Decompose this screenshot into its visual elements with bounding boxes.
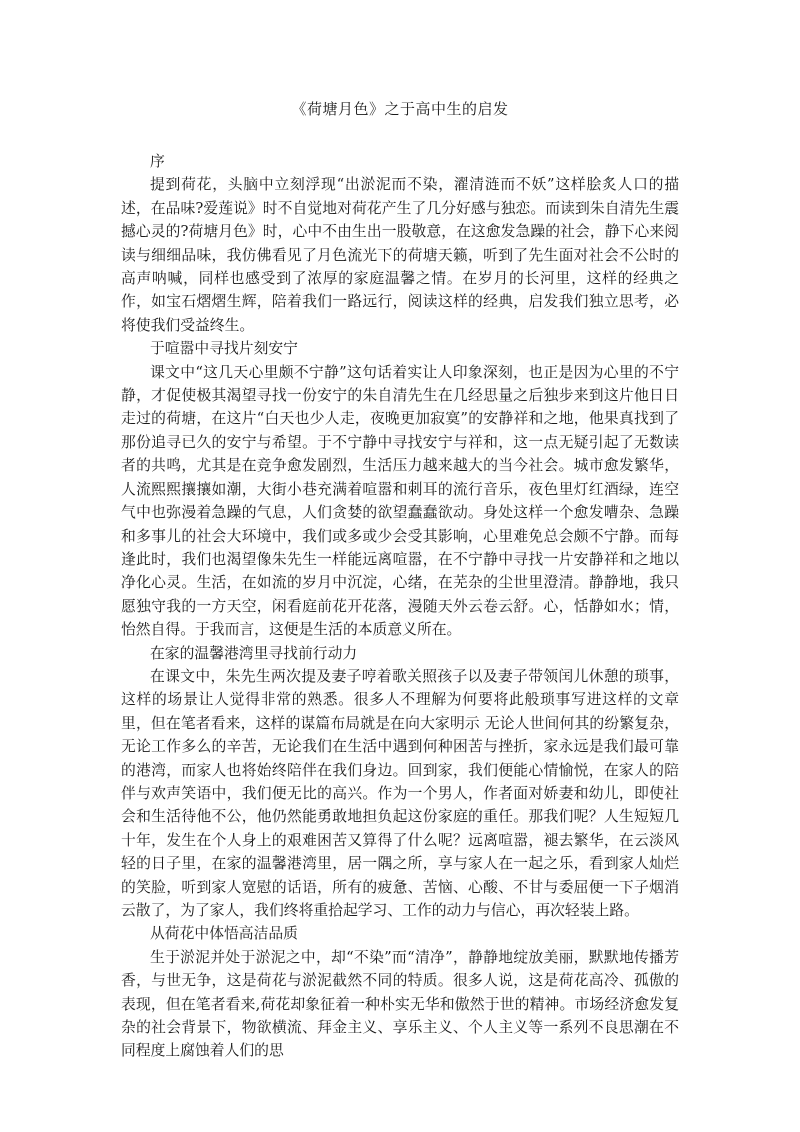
section-heading-preface: 序	[150, 153, 165, 170]
document-title: 《荷塘月色》之于高中生的启发	[291, 100, 509, 118]
preface-paragraph: 提到荷花，头脑中立刻浮现“出淤泥而不染，濯清涟而不妖”这样脍炙人口的描述，在品味?爱莲说》时不自觉地对荷花产生了几分好感与独恋。而读到朱自清先生震撼心灵的?荷塘月色》时，心中不由生出一股敬意，在这愈发急躁的社会，静下心来阅读与细细品味，我仿佛看见了月色流光下的荷塘天籁，听到了先生面对社会不公时的高声呐喊，同样也感受到了浓厚的家庭温馨之情。在岁月的长河里，这样的经典之作，如宝石熠熠生辉，陪着我们一路远行，阅读这样的经典，启发我们独立思考，必将使我们受益终生。	[121, 176, 679, 334]
section-heading-seeking-peace: 于喧嚣中寻找片刻安宁	[150, 340, 298, 358]
document-body	[121, 150, 679, 1063]
section-heading-lotus-quality: 从荷花中体悟高洁品质	[150, 925, 298, 943]
family-harbor-paragraph: 在课文中，朱先生两次提及妻子哼着歌关照孩子以及妻子带领闰儿休憩的琐事，这样的场景让人觉得非常的熟悉。很多人不理解为何要将此般琐事写进这样的文章里，但在笔者看来，这样的谋篇布局就是在向大家明示 无论人世间何其的纷繁复杂，无论工作多么的辛苦，无论我们在生活中遇到何种困苦与挫折，家永远是我们最可靠的港湾，而家人也将始终陪伴在我们身边。回到家，我们便能心情愉悦，在家人的陪伴与欢声笑语中，我们便无比的高兴。作为一个男人，作者面对娇妻和幼儿，即使社会和生活待他不公，他仍然能勇敢地担负起这份家庭的重任。那我们呢？人生短短几十年，发生在个人身上的艰难困苦又算得了什么呢？远离喧嚣，褪去繁华，在云淡风轻的日子里，在家的温馨港湾里，居一隅之所，享与家人在一起之乐，看到家人灿烂的笑脸，听到家人宽慰的话语，所有的疲惫、苦恼、心酸、不甘与委屈便一下子烟消云散了，为了家人，我们终将重拾起学习、工作的动力与信心，再次轻装上路。	[121, 667, 679, 919]
lotus-quality-paragraph: 生于淤泥并处于淤泥之中，却“不染”而“清净”，静静地绽放美丽，默默地传播芳香，与世无争，这是荷花与淤泥截然不同的特质。很多人说，这是荷花高冷、孤傲的表现，但在笔者看来,荷花却象征着一种朴实无华和傲然于世的精神。市场经济愈发复杂的社会背景下，物欲横流、拜金主义、享乐主义、个人主义等一系列不良思潮在不同程度上腐蚀着人们的思	[121, 948, 679, 1060]
seeking-peace-paragraph: 课文中“这几天心里颇不宁静”这句话着实让人印象深刻，也正是因为心里的不宁静，才促使极其渴望寻找一份安宁的朱自清先生在几经思量之后独步来到这片他日日走过的荷塘，在这片“白天也少人走，夜晚更加寂寞”的安静祥和之地，他果真找到了那份追寻已久的安宁与希望。于不宁静中寻找安宁与祥和，这一点无疑引起了无数读者的共鸣，尤其是在竞争愈发剧烈，生活压力越来越大的当今社会。城市愈发繁华，人流熙熙攘攘如潮，大街小巷充满着喧嚣和刺耳的流行音乐，夜色里灯红酒绿，连空气中也弥漫着急躁的气息，人们贪婪的欲望蠢蠢欲动。身处这样一个愈发嘈杂、急躁和多事儿的社会大环境中，我们或多或少会受其影响，心里难免总会颇不宁静。而每逢此时，我们也渴望像朱先生一样能远离喧嚣，在不宁静中寻找一片安静祥和之地以净化心灵。生活，在如流的岁月中沉淀，心绪，在芜杂的尘世里澄清。静静地，我只愿独守我的一方天空，闲看庭前花开花落，漫随天外云卷云舒。心，恬静如水；情，怡然自得。于我而言，这便是生活的本质意义所在。	[121, 363, 679, 639]
section-heading-family-harbor: 在家的温馨港湾里寻找前行动力	[150, 644, 358, 662]
